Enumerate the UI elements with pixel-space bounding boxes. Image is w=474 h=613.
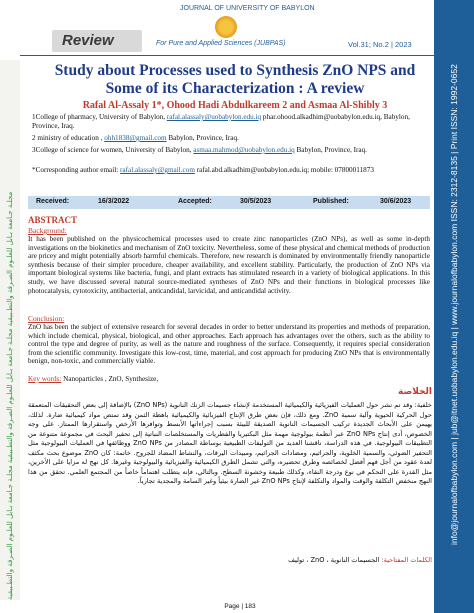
affiliation-2-extra: Babylon, Province, Iraq.: [166, 134, 239, 142]
keywords-text: Nanoparticles , ZnO, Synthesize,: [61, 375, 159, 383]
abstract-heading: ABSTRACT: [28, 215, 78, 225]
review-label: Review: [62, 32, 114, 49]
arabic-keywords-text: الجسيمات النانوية ، ZnO ، توليف: [288, 556, 380, 564]
affiliation-3-text: 3College of science for women, University of Babylon,: [32, 146, 192, 154]
background-heading: Background:: [28, 226, 67, 235]
review-tab: [52, 30, 142, 52]
page-number: Page | 183: [224, 603, 256, 610]
affiliation-1: [32, 113, 430, 131]
affiliation-3-extra: Babylon, Province, Iraq.: [294, 146, 367, 154]
background-paragraph: It has been published on the physicochemical processes used to create zinc nanoparticles (ZnO NPs), as well as some in-depth investigations on the biokinetics and mechanism of ZnO toxicity. Nevertheless, some of these physical and chemical methods of production are pricey and might potentially absorb harmful chemicals. Therefore, new research is dominated by environmentally friendly nanoparticle synthesis because of their simpler procedure, cheaper availability, and excellent stability. Particularly, the production of ZnO NPs via important biological systems like bacteria, fungi, and plant extracts has stimulated research in a variety of biological applications. In this study, we have discussed several natural source-mediated syntheses of ZnO NPs and their functions in biological processes like photocatalysis, cytotoxicity, antibacterial, anticandidal, larvicidal, and anticandidal activity.: [28, 235, 430, 295]
keywords-label: Key words:: [28, 375, 62, 383]
volume-info: Vol.31; No.2 | 2023: [348, 40, 412, 49]
right-contact-strip: [434, 0, 474, 613]
accepted-label: Accepted:: [178, 198, 212, 205]
affiliation-3-email[interactable]: asmaa.mahmod@uobabylon.edu.iq: [193, 146, 295, 154]
accepted-date: 30/5/2023: [240, 198, 272, 205]
affiliation-1-extra: phar.ohood.alkadhim@uobabylon.edu.iq, Babylon, Province, Iraq.: [32, 113, 410, 130]
published-label: Published:: [313, 198, 349, 205]
paper-authors: Rafal Al-Assaly 1*, Ohood Hadi Abdulkareem 2 and Asmaa Al-Shibly 3: [82, 100, 388, 111]
affiliation-2-email[interactable]: ohh1838@gmail.com: [104, 134, 167, 142]
arabic-keywords-label: الكلمات المفتاحية:: [379, 556, 432, 564]
affiliation-2: [32, 134, 430, 143]
affiliation-1-email[interactable]: rafal.alassaly@uobabylon.edu.iq: [166, 113, 262, 121]
affiliation-3: [32, 146, 430, 155]
conclusion-paragraph: ZnO has been the subject of extensive research for several decades in order to better understand its properties and methods of preparation, which include chemical, physical, biological, and other approaches. Each approach has advantages over the others, such as the ability to control the type and degree of purity, as well as the nature and roughness of the surface. Consequently, it requires special consideration from the scientific community. Investigate this low-cost, time, material, and cost approach for producing ZnO NPs that is environmentally benign, non-toxic, and commercially viable.: [28, 323, 430, 366]
received-label: Received:: [36, 198, 70, 205]
left-decorative-strip: [0, 60, 20, 600]
dates-bar: [28, 196, 430, 209]
arabic-keywords: [170, 556, 432, 564]
corresponding-extra: rafal.abd.alkadhim@uobabylon.edu.iq; mobile: 07800011873: [194, 166, 374, 174]
journal-logo-icon: [215, 16, 237, 38]
affiliation-2-text: 2 ministry of education ,: [32, 134, 103, 142]
journal-subtitle: For Pure and Applied Sciences (JUBPAS): [156, 40, 286, 47]
arabic-abstract-heading: الخلاصة: [398, 387, 432, 397]
arabic-abstract-body: خلفية: وقد تم نشر حول العمليات الفيزيائية والكيميائية المستخدمة لإنشاء جسيمات الزنك النانوية (ZnO NPs) بالإضافة إلى بعض التحقيقات المتعمقة حول الحركية الحيوية وآلية سمية ZnO. ومع ذلك، فإن بعض طرق الإنتاج الفيزيائية والكيميائية باهظة الثمن وقد تمتص مواد كيميائية ضارة. لذلك، يهيمن على الأبحاث الجديدة تركيب الجسيمات النانوية الصديقة للبيئة بسبب إجراءاتها الأبسط وتوافرها الأرخص واستقرارها الممتاز. على وجه الخصوص، أدى إنتاج ZnO NPs عبر أنظمة بيولوجية مهمة مثل البكتيريا والفطريات والمستخلصات النباتية إلى تحفيز البحث في مجموعة متنوعة من التطبيقات البيولوجية. في هذه الدراسة، ناقشنا العديد من التوليفات الطبيعية بوساطة المصادر من ZnO NPs ووظائفها في العمليات البيولوجية مثل التحفيز الضوئي، والسمية الخلوية، والجراثيم، ومضادات الجراثيم، ومبيدات اليرقات، والنشاط المضاد للجروح. خاتمة: كان ZnO موضوع بحث مكثف لعدة عقود من أجل فهم أفضل لخصائصه وطرق تحضيره، والتي تشمل الطرق الكيميائية والفيزيائية والبيولوجية وغيرها. كل نهج له مزايا على الأخرين، مثل القدرة على التحكم في نوع ودرجة النقاء، وكذلك طبيعة وخشونة السطح. وبالتالي، فإنه يتطلب اهتماماً خاصاً من المجتمع العلمي. تحقق من هذا النهج منخفض التكلفة والوقت والمواد والتكلفة لإنتاج ZnO NPs غير الضارة بيئياً وغير السامة والمجدية تجارياً.: [28, 401, 432, 485]
affiliation-corresponding: [32, 166, 430, 175]
corresponding-label: *Corresponding author email:: [32, 166, 119, 174]
right-strip-text: info@journalofbabylon.com | jub@itnet.uobabylon.edu.iq | www.journalofbabylon.com ISSN: 2312-8135 | Print ISSN: 1992-0652: [449, 64, 459, 546]
received-date: 16/3/2022: [98, 198, 130, 205]
corresponding-email[interactable]: rafal.alassaly@gmail.com: [120, 166, 195, 174]
header-divider: [20, 55, 434, 56]
journal-name: JOURNAL OF UNIVERSITY OF BABYLON: [180, 5, 315, 12]
affiliation-1-text: 1College of pharmacy, University of Babylon,: [32, 113, 166, 121]
left-strip-text: مجلـة جـامعة بـابل للعلـوم الصـرفة والتطـبيقية مجلـة جـامعة بـابل للعلـوم الصـرفة والتطـبيقية مجلـة جـامعة بـابل للعلـوم الصـرفة والتطـبيقية: [6, 191, 14, 600]
keywords: [28, 375, 158, 383]
paper-title: Study about Processes used to Synthesis ZnO NPS and Some of its Characterization : A review: [54, 62, 416, 97]
published-date: 30/6/2023: [380, 198, 412, 205]
conclusion-heading: Conclusion:: [28, 314, 65, 323]
